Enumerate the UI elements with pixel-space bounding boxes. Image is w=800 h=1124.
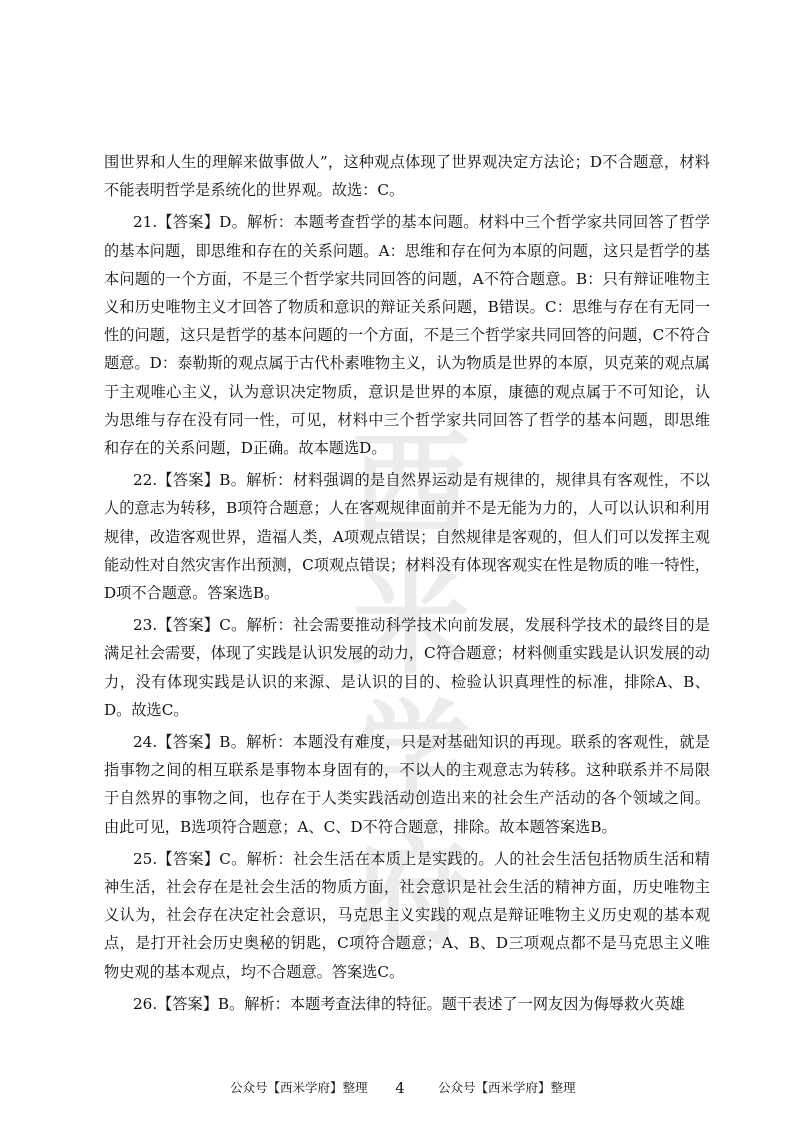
paragraph-answer-23: 23.【答案】C。解析：社会需要推动科学技术向前发展，发展科学技术的最终目的是满足社会需要，体现了实践是认识发展的动力，C符合题意；材料侧重实践是认识发展的动力，没有体现实践是认识的来源、是认识的目的、检验认识真理性的标准，排除A、B、D。故选C。	[104, 616, 710, 719]
paragraph-answer-22: 22.【答案】B。解析：材料强调的是自然界运动是有规律的，规律具有客观性，不以人的意志为转移，B项符合题意；人在客观规律面前并不是无能为力的，人可以认识和利用规律，改造客观世界，造福人类，A项观点错误；自然规律是客观的，但人们可以发挥主观能动性对自然灾害作出预测，C项观点错误；材料没有体现客观实在性是物质的唯一特性，D项不合题意。答案选B。	[104, 471, 710, 603]
paragraph-answer-26: 26.【答案】B。解析：本题考查法律的特征。题干表述了一网友因为侮辱救火英雄	[133, 994, 685, 1013]
paragraph-continuation: 围世界和人生的理解来做事做人”，这种观点体现了世界观决定方法论；D不合题意，材料不能表明哲学是系统化的世界观。故选：C。	[104, 153, 710, 200]
footer-left-source: 公众号【西米学府】整理	[230, 1080, 368, 1095]
watermark-glyph-bottom: 学府	[351, 688, 478, 961]
document-body	[104, 148, 710, 1022]
paragraph-answer-25: 25.【答案】C。解析：社会生活在本质上是实践的。人的社会生活包括物质生活和精神生活，社会存在是社会生活的物质方面，社会意识是社会生活的精神方面，历史唯物主义认为，社会存在决定社会意识，马克思主义实践的观点是辩证唯物主义历史观的基本观点，是打开社会历史奥秘的钥匙，C项符合题意；A、B、D三项观点都不是马克思主义唯物史观的基本观点，均不合题意。答案选C。	[104, 849, 710, 981]
watermark-glyph-top: 西米	[351, 418, 478, 691]
paragraph-answer-24: 24.【答案】B。解析：本题没有难度，只是对基础知识的再现。联系的客观性，就是指事物之间的相互联系是事物本身固有的，不以人的主观意志为转移。这种联系并不局限于自然界的事物之间，也存在于人类实践活动创造出来的社会生产活动的各个领域之间。由此可见，B选项符合题意；A、C、D不符合题意，排除。故本题答案选B。	[104, 733, 710, 836]
page-number: 4	[395, 1079, 405, 1097]
paragraph-answer-21: 21.【答案】D。解析：本题考查哲学的基本问题。材料中三个哲学家共同回答了哲学的基本问题，即思维和存在的关系问题。A：思维和存在何为本原的问题，这只是哲学的基本问题的一个方面，不是三个哲学家共同回答的问题，A不符合题意。B：只有辩证唯物主义和历史唯物主义才回答了物质和意识的辩证关系问题，B错误。C：思维与存在有无同一性的问题，这只是哲学的基本问题的一个方面，不是三个哲学家共同回答的问题，C不符合题意。D：泰勒斯的观点属于古代朴素唯物主义，认为物质是世界的本原，贝克莱的观点属于主观唯心主义，认为意识决定物质，意识是世界的本原，康德的观点属于不可知论，认为思维与存在没有同一性，可见，材料中三个哲学家共同回答了哲学的基本问题，即思维和存在的关系问题，D正确。故本题选D。	[104, 213, 710, 458]
footer-right-source: 公众号【西米学府】整理	[438, 1080, 576, 1095]
page-footer	[0, 1076, 800, 1100]
